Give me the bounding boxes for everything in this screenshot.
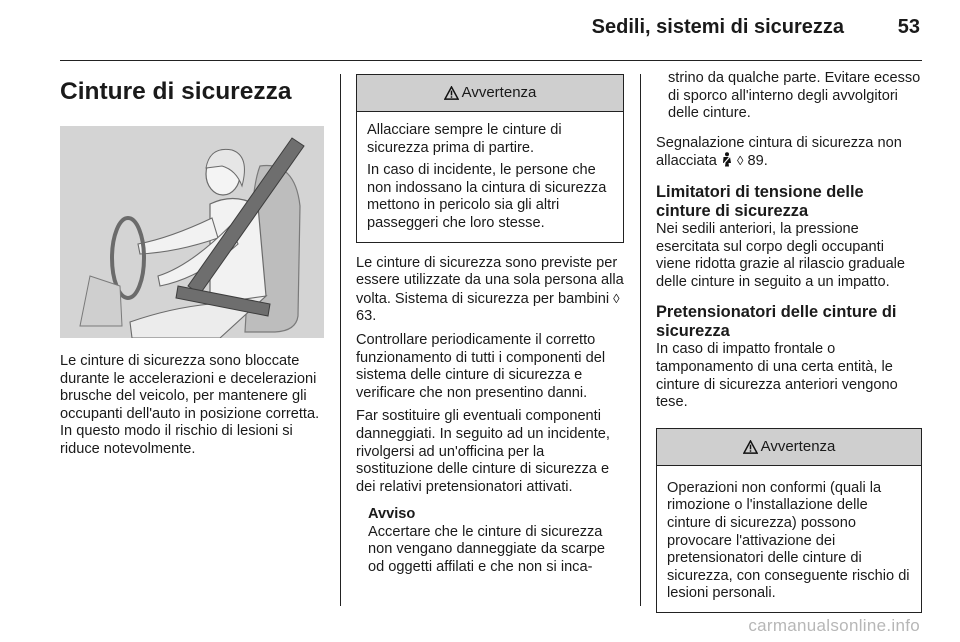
column-divider [340, 74, 341, 606]
note-box [356, 506, 624, 576]
column-1 [60, 60, 324, 459]
warning-text: In caso di incidente, le persone che non indossano la cintura di sicurezza mettono in pericolo sia gli altri passeggeri che loro stesse. [367, 162, 607, 231]
warning-body [357, 112, 623, 242]
column-3 [656, 60, 922, 613]
warning-text: Allacciare sempre le cinture di sicurezza prima di partire. [367, 122, 562, 156]
paragraph: Nei sedili anteriori, la pressione esercitata sul corpo degli occupanti viene ridotta grazie al rilascio graduale delle cinture in seguito a un impatto. [656, 220, 906, 290]
seatbelt-illustration-icon [60, 126, 324, 338]
warning-body [657, 466, 921, 612]
column-2 [356, 60, 624, 577]
warning-text: Operazioni non conformi (quali la rimozione o l'installazione delle cinture di sicurezza) possono provocare l'attivazione dei pretensionatori delle cinture di sicurezza, con conseguente rischio di lesioni personali. [667, 479, 910, 602]
page-header [60, 0, 922, 61]
page-reference-link[interactable]: 63. [356, 308, 377, 325]
note-text: Accertare che le cinture di sicurezza non vengano danneggiate da scarpe od oggetti affilati e che non si inca- [368, 523, 605, 576]
warning-title: Avvertenza [461, 84, 537, 102]
section-title: Cinture di sicurezza [60, 78, 292, 105]
seatbelt-reminder-icon [721, 152, 733, 167]
chapter-title: Sedili, sistemi di sicurezza [591, 16, 844, 38]
paragraph: In caso di impatto frontale o tamponamento di una certa entità, le cinture di sicurezza anteriori vengono tese. [656, 341, 898, 411]
intro-paragraph: Le cinture di sicurezza sono bloccate durante le accelerazioni e decelerazioni brusche del veicolo, per mantenere gli occupanti dell'auto in posizione corretta. In questo modo il rischio di lesioni si riduce notevolmente. [60, 353, 320, 457]
note-continuation: strino da qualche parte. Evitare ecesso di sporco all'interno degli avvolgitori delle cinture. [668, 70, 921, 122]
page-number: 53 [897, 16, 920, 38]
warning-header [357, 75, 623, 112]
note-title: Avviso [368, 506, 416, 523]
warning-box [656, 428, 922, 613]
paragraph [356, 255, 624, 326]
reference-arrow-icon: ◊ [613, 290, 620, 306]
warning-triangle-icon [444, 86, 459, 100]
subsection-title: Pretensionatori delle cinture di sicurezza [656, 303, 897, 341]
paragraph [656, 135, 922, 171]
subsection-title: Limitatori di tensione delle cinture di sicurezza [656, 182, 864, 220]
watermark-text: carmanualsonline.info [748, 616, 920, 635]
warning-box [356, 74, 624, 243]
paragraph: Controllare periodicamente il corretto funzionamento di tutti i componenti del sistema delle cinture di sicurezza e verificare che non presentino danni. [356, 331, 606, 401]
warning-triangle-icon [743, 440, 758, 454]
column-divider [640, 74, 641, 606]
page-reference-link[interactable]: 89. [747, 153, 768, 170]
warning-title: Avvertenza [760, 437, 836, 455]
paragraph-text: Le cinture di sicurezza sono previste per essere utilizzate da una sola persona alla volta. Sistema di sicurezza per bambini [356, 254, 624, 307]
warning-header [657, 429, 921, 466]
paragraph: Far sostituire gli eventuali componenti danneggiati. In seguito ad un incidente, rivolgersi ad un'officina per la sostituzione delle cinture di sicurezza e dei relativi pretensionatori attivati. [356, 408, 610, 495]
reference-arrow-icon: ◊ [736, 153, 744, 169]
paragraph-text: Segnalazione cintura di sicurezza non allacciata [656, 134, 902, 170]
